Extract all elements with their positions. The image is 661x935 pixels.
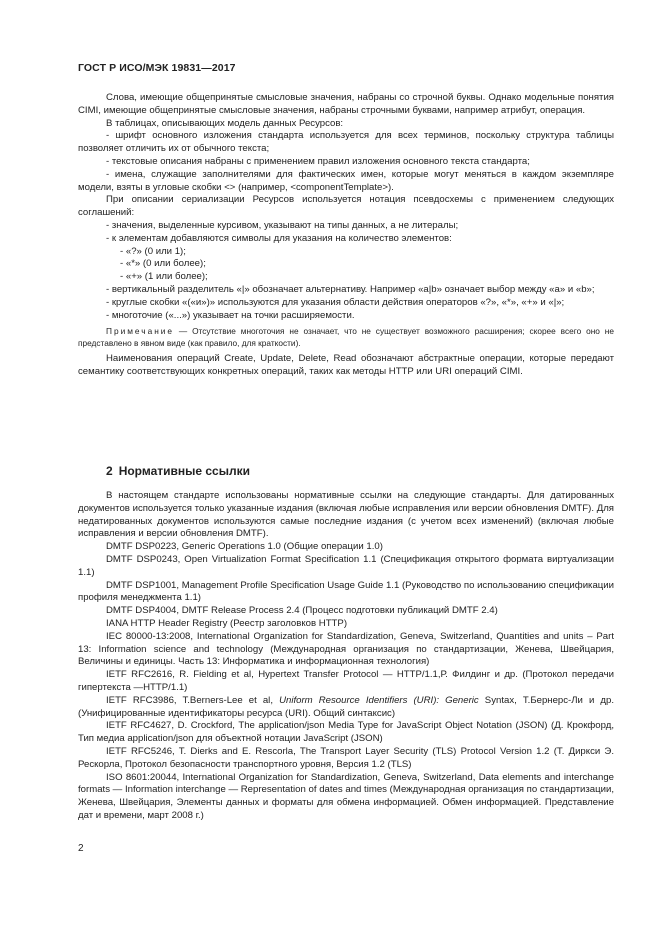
references-block [78,490,614,823]
reference-text: IETF RFC3986, T.Berners-Lee et al, [106,694,280,706]
list-item: - значения, выделенные курсивом, указывают на типы данных, а не литералы; [106,219,459,231]
reference-item: DMTF DSP0223, Generic Operations 1.0 (Общие операции 1.0) [106,541,383,553]
note [78,325,614,349]
reference-item: IETF RFC2616, R. Fielding et al, Hypertext Transfer Protocol — HTTP/1.1,Р. Филдинг и др. (Протокол передачи гипертекста —HTTP/1.1) [78,669,614,693]
paragraph: В настоящем стандарте использованы нормативные ссылки на следующие стандарты. Для датированных документов используется только указанные издания (включая любые исправления или версии обновления DMTF). Для недатированных документов используются самые последние издания (с учетом всех изменений) (включая любые исправления и версии обновления DMTF). [78,490,614,540]
reference-item: DMTF DSP0243, Open Virtualization Format Specification 1.1 (Спецификация открытого формата виртуализации 1.1) [78,553,614,578]
reference-item [78,695,614,721]
reference-text: Syntax, Т.Бернерс-Ли и др. (Унифицированные идентификаторы ресурса (URI). Общий синтаксис) [78,694,614,719]
reference-item: DMTF DSP4004, DMTF Release Process 2.4 (Процесс подготовки публикаций DMTF 2.4) [106,605,498,617]
list-item: - «*» (0 или более); [120,258,206,270]
note-text: — Отсутствие многоточия не означает, что не существует возможного расширения; скорее всего оно не представлено в явном виде (как правило, для краткости). [78,326,614,349]
list-item: - «+» (1 или более); [120,271,208,283]
standard-header: ГОСТ Р ИСО/МЭК 19831—2017 [78,62,236,74]
reference-item: IETF RFC5246, T. Dierks and E. Rescorla, The Transport Layer Security (TLS) Protocol Version 1.2 (Т. Диркси Э. Рескорла, Протокол безопасности транспортного уровня, Версия 1.2 (TLS) [78,745,614,770]
list-item: - текстовые описания набраны с применением правил изложения основного текста стандарта; [106,155,530,167]
page-number: 2 [78,843,84,854]
conventions-block [78,92,614,379]
section-title: Нормативные ссылки [118,464,250,478]
paragraph: Слова, имеющие общепринятые смысловые значения, набраны со строчной буквы. Однако модельные понятия CIMI, имеющие общепринятые смысловые значения, набраны строчными буквами, например атрибут, операция. [78,92,614,116]
list-item: - многоточие («...») указывает на точки расширяемости. [106,309,355,321]
reference-item: IANA HTTP Header Registry (Реестр заголовков HTTP) [106,617,348,629]
paragraph: При описании сериализации Ресурсов используется нотация псевдосхемы с применением следующих соглашений: [78,194,614,219]
list-item: - шрифт основного изложения стандарта используется для всех терминов, поскольку структура таблицы позволяет отличить их от обычного текста; [78,130,614,155]
list-item: - имена, служащие заполнителями для фактических имен, которые могут меняться в каждом экземпляре модели, взяты в угловые скобки <> (например, <componentTemplate>). [78,168,614,193]
note-label: Примечание [106,326,175,337]
reference-item: DMTF DSP1001, Management Profile Specification Usage Guide 1.1 (Руководство по использованию спецификации профиля менеджмента 1.1) [78,579,615,604]
reference-item: ISO 8601:20044, International Organization for Standardization, Geneva, Switzerland, Data elements and interchange formats — Information interchange — Representation of dates and times (Международная организация по стандартизации, Женева, Швейцария, Элементы данных и форматы для обмена информацией. Обмен информацией. Представление дат и времени, март 2008 г.) [78,771,614,821]
reference-item: IETF RFC4627, D. Crockford, The application/json Media Type for JavaScript Object Notation (JSON) (Д. Крокфорд, Тип медиа application/json для объектной нотации JavaScript (JSON) [78,720,614,745]
reference-item: IEC 80000-13:2008, International Organization for Standardization, Geneva, Switzerland, Quantities and units – Part 13: Information science and technology (Международная организация по стандартизации, Женева, Швейцария, Величины и единицы. Часть 13: Информатика и информационная технология) [78,630,614,668]
list-item: - вертикальный разделитель «|» обозначает альтернативу. Например «a|b» означает выбор между «a» и «b»; [106,283,595,295]
paragraph: Наименования операций Create, Update, Delete, Read обозначают абстрактные операции, которые передают семантику соответствующих конкретных операций, таких как методы HTTP или URI операций CIMI. [78,353,614,378]
list-item: - к элементам добавляются символы для указания на количество элементов: [106,232,452,244]
reference-italic: Uniform Resource Identifiers (URI): Generic [279,694,479,706]
section-number: 2 [106,464,113,478]
section-heading [106,464,250,478]
paragraph: В таблицах, описывающих модель данных Ресурсов: [106,117,344,129]
list-item: - «?» (0 или 1); [120,245,186,257]
list-item: - круглые скобки «(«и»)» используются для указания области действия операторов «?», «*», «+» и «|»; [106,296,565,308]
